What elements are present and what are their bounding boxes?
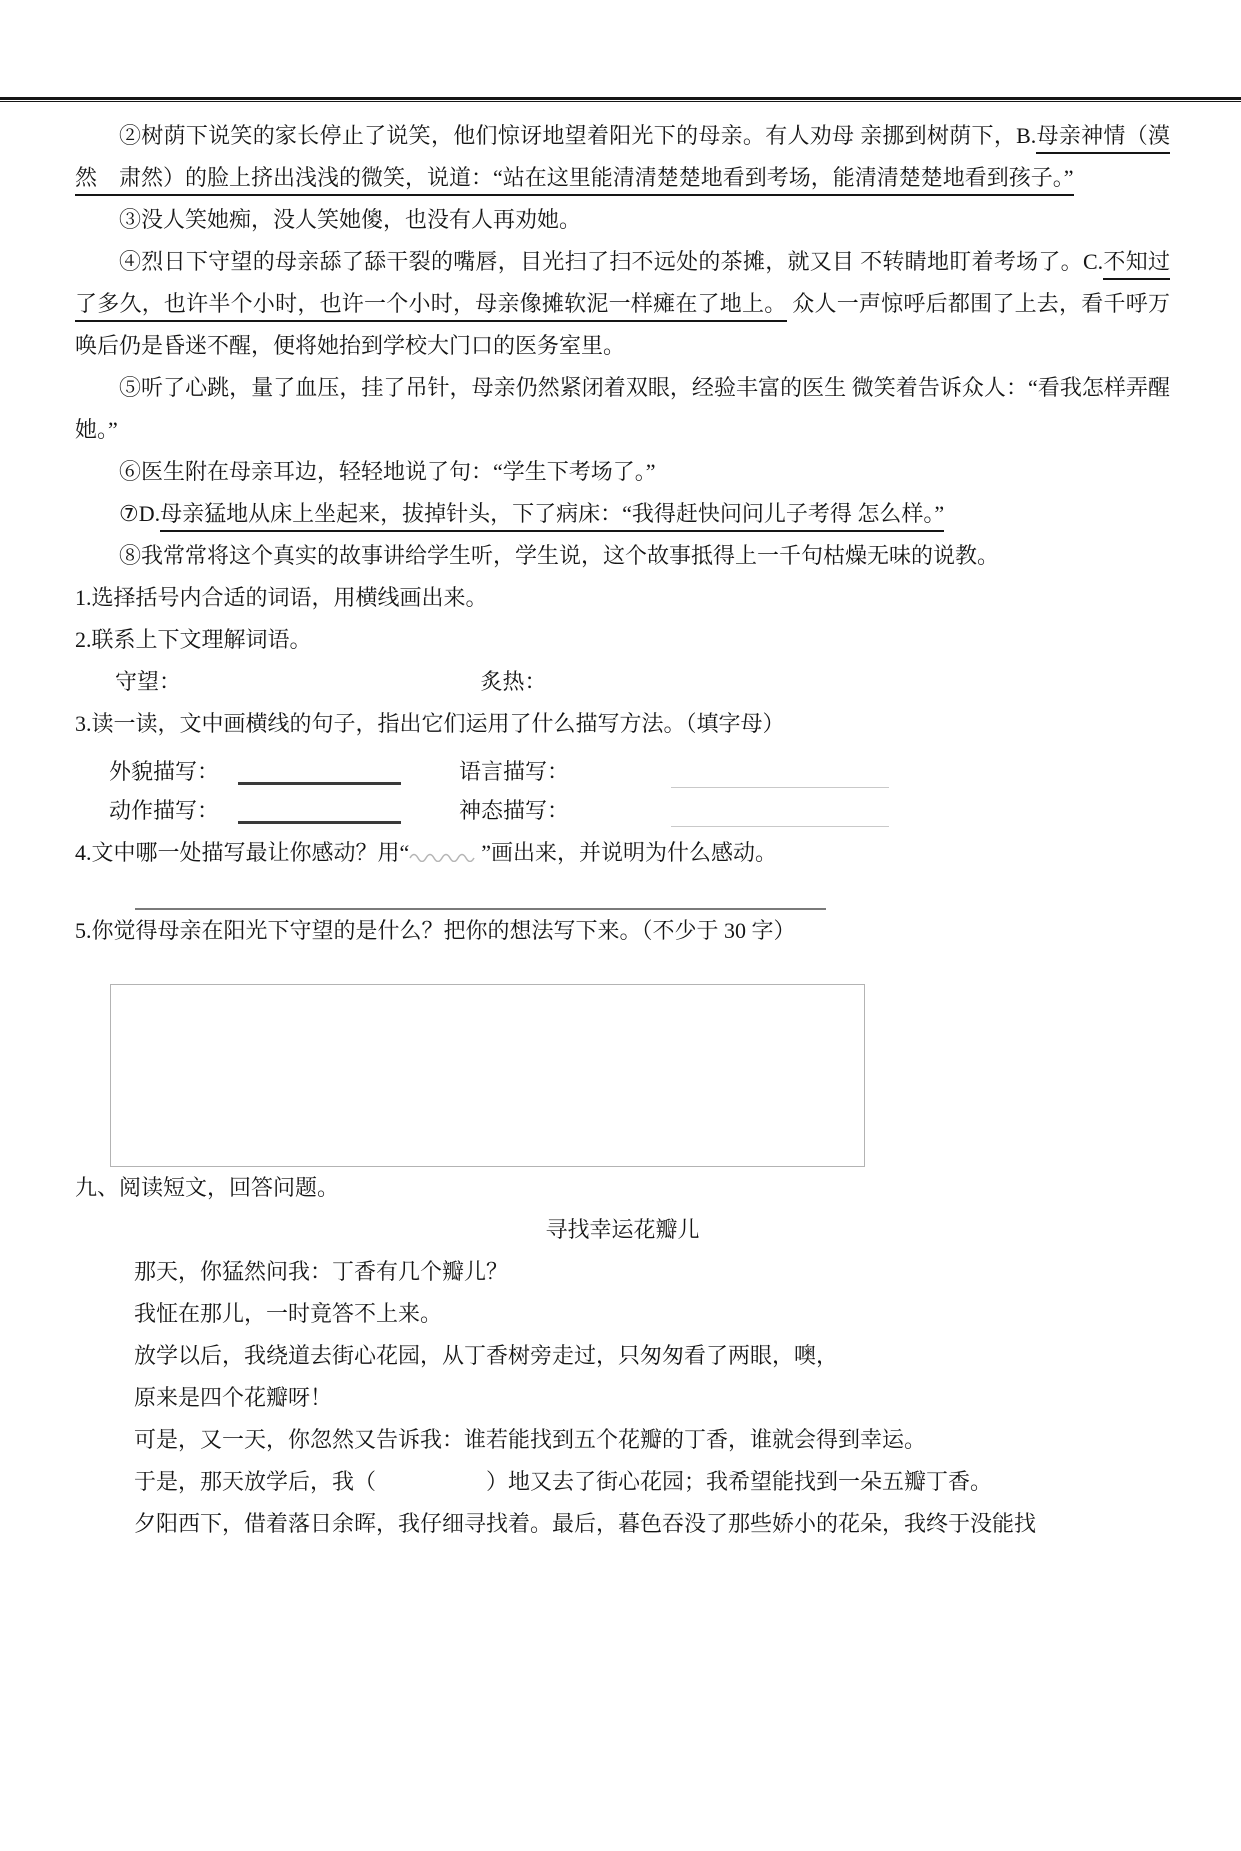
language-answer-blank[interactable] xyxy=(671,751,889,788)
wavy-line-icon xyxy=(409,850,481,862)
paragraph-6-text: ⑥医生附在母亲耳边，轻轻地说了句：“学生下考场了。” xyxy=(119,459,656,484)
page-content xyxy=(0,115,1241,1545)
passage-line: 那天，你猛然问我：丁香有几个瓣儿？ xyxy=(134,1259,509,1284)
term-zhire-label: 炙热： xyxy=(480,669,547,694)
passage-line: 可是，又一天，你忽然又告诉我：谁若能找到五个花瓣的丁香，谁就会得到幸运。 xyxy=(134,1427,927,1452)
language-description-label: 语言描写： xyxy=(459,759,570,784)
reading-passage-lilac xyxy=(75,1251,1170,1545)
passage-paragraph-6 xyxy=(75,451,1170,493)
underlined-sentence-c: 不知过了多久，也许半个小时，也许一个小时，母亲像摊软泥一样瘫在了地上。 xyxy=(75,249,1170,322)
passage-line: 原来是四个花瓣呀！ xyxy=(134,1385,333,1410)
term-shouwang-label: 守望： xyxy=(115,669,182,694)
passage-paragraph-3 xyxy=(75,199,1170,241)
question-2: 2.联系上下文理解词语。 xyxy=(75,627,312,652)
reading-passage-mother xyxy=(75,115,1170,577)
question-2-terms-row xyxy=(75,661,1170,703)
passage-line: 于是，那天放学后，我（ ）地又去了街心花园；我希望能找到一朵五瓣丁香。 xyxy=(134,1469,993,1494)
action-description-label: 动作描写： xyxy=(109,798,220,823)
paragraph-5-text: ⑤听了心跳，量了血压，挂了吊针，母亲仍然紧闭着双眼，经验丰富的医生 微笑着告诉众人：“看我怎样弄醒她。” xyxy=(75,375,1170,442)
passage-paragraph-4 xyxy=(75,241,1170,367)
passage-line: 我怔在那儿，一时竟答不上来。 xyxy=(134,1301,443,1326)
header-rule-thick-line xyxy=(0,97,1241,100)
paragraph-7-label: ⑦D. xyxy=(119,501,161,526)
question-3-row-2 xyxy=(75,790,1170,832)
expression-description-label: 神态描写： xyxy=(459,798,570,823)
underlined-sentence-d: 母亲猛地从床上坐起来，拔掉针头，下了病床：“我得赶快问问儿子考得 怎么样。” xyxy=(160,501,944,532)
worksheet-page xyxy=(0,97,1241,1851)
appearance-answer-blank[interactable] xyxy=(238,751,401,785)
question-1: 1.选择括号内合适的词语，用横线画出来。 xyxy=(75,585,488,610)
passage-line: 夕阳西下，借着落日余晖，我仔细寻找着。最后，暮色吞没了那些娇小的花朵，我终于没能找 xyxy=(134,1511,1037,1536)
passage-line: 放学以后，我绕道去街心花园，从丁香树旁走过，只匆匆看了两眼，噢， xyxy=(134,1343,839,1368)
expression-answer-blank[interactable] xyxy=(671,790,889,827)
header-rule-thin-line xyxy=(0,101,1241,102)
question-3-row-1 xyxy=(75,751,1170,793)
reading-passage-title: 寻找幸运花瓣儿 xyxy=(545,1217,700,1242)
action-answer-blank[interactable] xyxy=(238,790,401,824)
passage-paragraph-5 xyxy=(75,367,1170,451)
question-3: 3.读一读，文中画横线的句子，指出它们运用了什么描写方法。（填字母） xyxy=(75,711,785,736)
question-4-text-pre: 4.文中哪一处描写最让你感动？用“ xyxy=(75,840,410,865)
passage-paragraph-8 xyxy=(75,535,1170,577)
paragraph-2-text: ②树荫下说笑的家长停止了说笑，他们惊讶地望着阳光下的母亲。有人劝母 亲挪到树荫下，B. xyxy=(119,123,1037,148)
section-nine-heading: 九、阅读短文，回答问题。 xyxy=(75,1175,340,1200)
appearance-description-label: 外貌描写： xyxy=(109,759,220,784)
question-5: 5.你觉得母亲在阳光下守望的是什么？把你的想法写下来。（不少于 30 字） xyxy=(75,918,796,943)
paragraph-8-text: ⑧我常常将这个真实的故事讲给学生听，学生说，这个故事抵得上一千句枯燥无味的说教。 xyxy=(119,543,1000,568)
paragraph-4-tail-text: 众人一声惊呼后都围了上去，看千呼万唤后仍是昏迷不醒，便将她抬到学校大门口的医务室里。 xyxy=(75,291,1170,358)
passage-paragraph-2 xyxy=(75,115,1170,199)
passage-paragraph-7 xyxy=(75,493,1170,535)
paragraph-3-text: ③没人笑她痴，没人笑她傻，也没有人再劝她。 xyxy=(119,207,582,232)
question-4 xyxy=(75,832,1170,874)
underlined-sentence-b: 母亲神情（漠然 肃然）的脸上挤出浅浅的微笑，说道：“站在这里能清清楚楚地看到考场，能清清楚楚地看到孩子。” xyxy=(75,123,1170,196)
header-rule xyxy=(0,97,1241,102)
paragraph-4-text: ④烈日下守望的母亲舔了舔干裂的嘴唇，目光扫了扫不远处的茶摊，就又目 不转睛地盯着考场了。C. xyxy=(119,249,1104,274)
question-5-answer-box[interactable] xyxy=(110,984,865,1167)
question-4-text-post: ”画出来，并说明为什么感动。 xyxy=(481,840,778,865)
